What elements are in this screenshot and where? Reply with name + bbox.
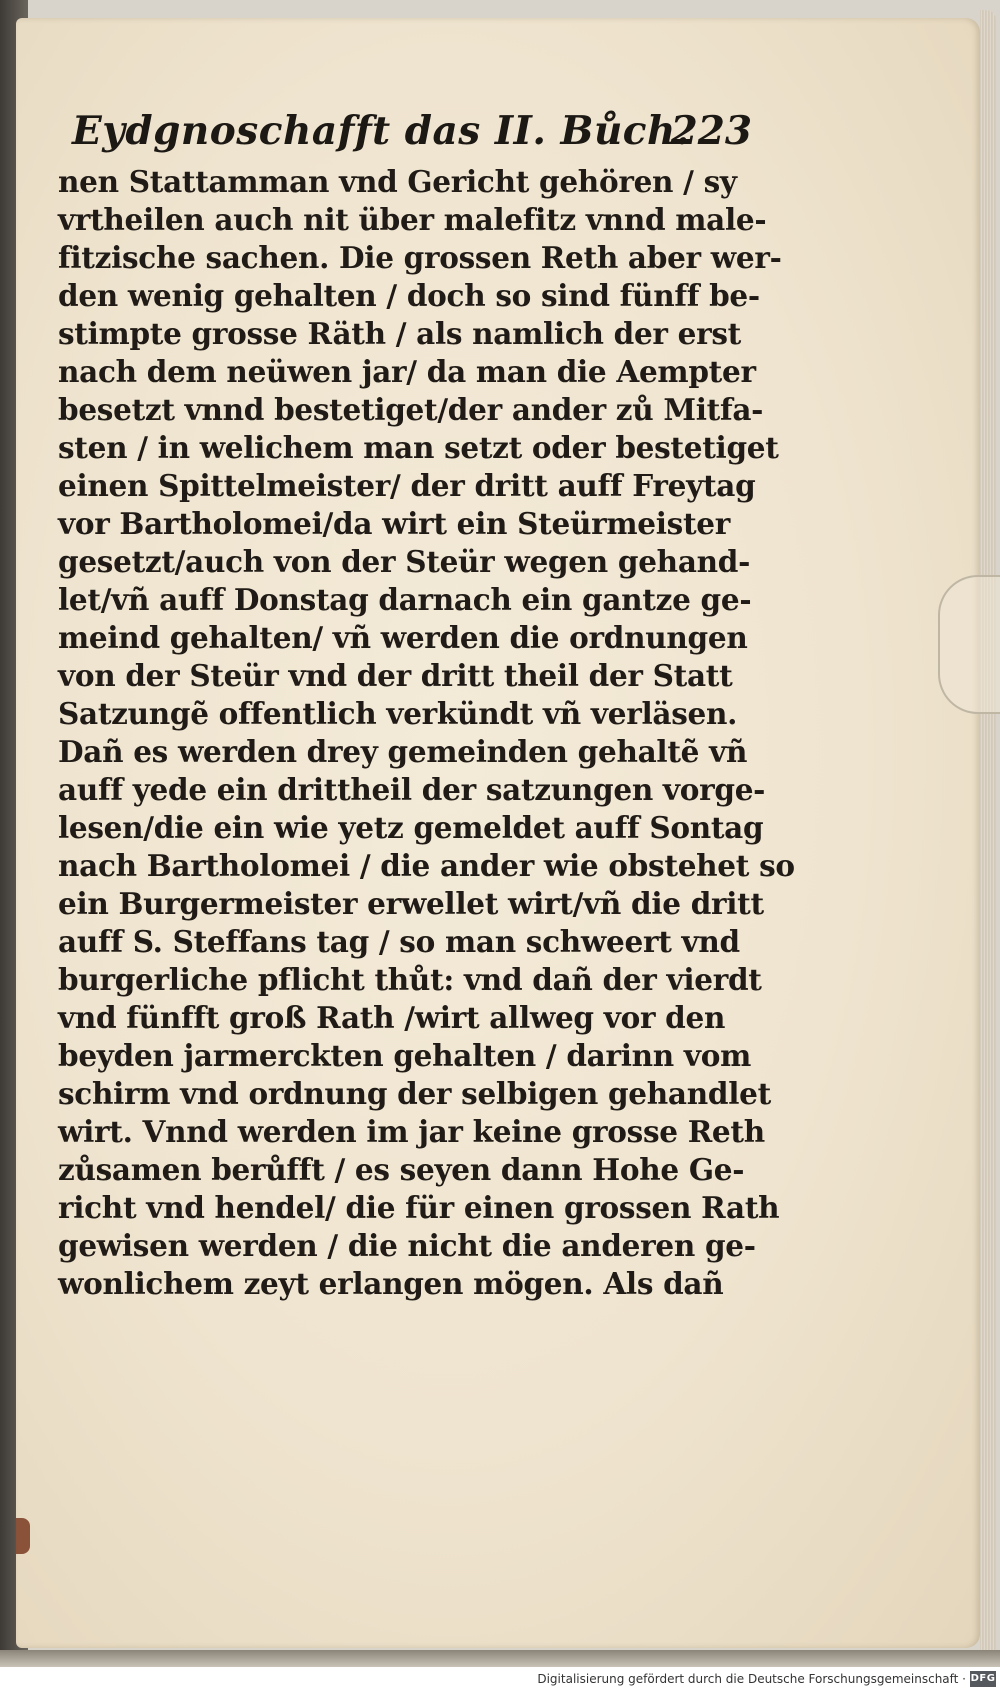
running-header bbox=[72, 108, 752, 164]
text-line: gewisen werden / die nicht die anderen ge- bbox=[58, 1228, 756, 1263]
text-line: gesetzt/auch von der Steür wegen gehand- bbox=[58, 544, 751, 579]
text-line: lesen/die ein wie yetz gemeldet auff Sontag bbox=[58, 810, 764, 845]
paper-stain bbox=[16, 1518, 30, 1554]
text-line: auff S. Steffans tag / so man schweert vnd bbox=[58, 924, 740, 959]
page-tab-outline bbox=[938, 575, 1000, 714]
text-line: wirt. Vnnd werden im jar keine grosse Reth bbox=[58, 1114, 765, 1149]
text-line: stimpte grosse Räth / als namlich der erst bbox=[58, 316, 741, 351]
text-line: beyden jarmerckten gehalten / darinn vom bbox=[58, 1038, 752, 1073]
text-line: Dañ es werden drey gemeinden gehaltẽ vñ bbox=[58, 734, 748, 769]
text-line: von der Steür vnd der dritt theil der Statt bbox=[58, 658, 733, 693]
text-line: let/vñ auff Donstag darnach ein gantze ge- bbox=[58, 582, 752, 617]
text-line: vrtheilen auch nit über malefitz vnnd male- bbox=[58, 202, 767, 237]
page-number: 223 bbox=[670, 108, 752, 154]
text-line: burgerliche pflicht thůt: vnd dañ der vierdt bbox=[58, 962, 762, 997]
text-line: auff yede ein drittheil der satzungen vorge- bbox=[58, 772, 766, 807]
text-line: nach Bartholomei / die ander wie obstehet so bbox=[58, 848, 795, 883]
text-line: meind gehalten/ vñ werden die ordnungen bbox=[58, 620, 748, 655]
text-line: nen Stattamman vnd Gericht gehören / sy bbox=[58, 164, 737, 199]
text-line: zůsamen berůfft / es seyen dann Hohe Ge- bbox=[58, 1152, 745, 1187]
page-bottom-shadow bbox=[0, 1650, 1000, 1667]
page-edges bbox=[980, 10, 996, 1658]
text-line: Satzungẽ offentlich verkündt vñ verläsen. bbox=[58, 696, 738, 731]
text-line: schirm vnd ordnung der selbigen gehandlet bbox=[58, 1076, 771, 1111]
running-title: Eydgnoschafft das II. Bůch. bbox=[72, 108, 690, 154]
footer-credit: Digitalisierung gefördert durch die Deutsche Forschungsgemeinschaft · bbox=[537, 1672, 966, 1686]
text-line: ein Burgermeister erwellet wirt/vñ die dritt bbox=[58, 886, 764, 921]
text-line: sten / in welichem man setzt oder bestetiget bbox=[58, 430, 779, 465]
text-line: einen Spittelmeister/ der dritt auff Freytag bbox=[58, 468, 756, 503]
footer-bar bbox=[0, 1667, 1000, 1693]
text-line: wonlichem zeyt erlangen mögen. Als dañ bbox=[58, 1266, 724, 1301]
text-line: vnd fünfft groß Rath /wirt allweg vor den bbox=[58, 1000, 726, 1035]
text-line: richt vnd hendel/ die für einen grossen Rath bbox=[58, 1190, 780, 1225]
dfg-logo: DFG bbox=[970, 1671, 996, 1687]
text-line: den wenig gehalten / doch so sind fünff be- bbox=[58, 278, 760, 313]
text-line: nach dem neüwen jar/ da man die Aempter bbox=[58, 354, 756, 389]
body-text bbox=[58, 163, 795, 1303]
text-line: besetzt vnnd bestetiget/der ander zů Mitfa- bbox=[58, 392, 764, 427]
text-line: vor Bartholomei/da wirt ein Steürmeister bbox=[58, 506, 730, 541]
text-line: fitzische sachen. Die grossen Reth aber wer- bbox=[58, 240, 782, 275]
